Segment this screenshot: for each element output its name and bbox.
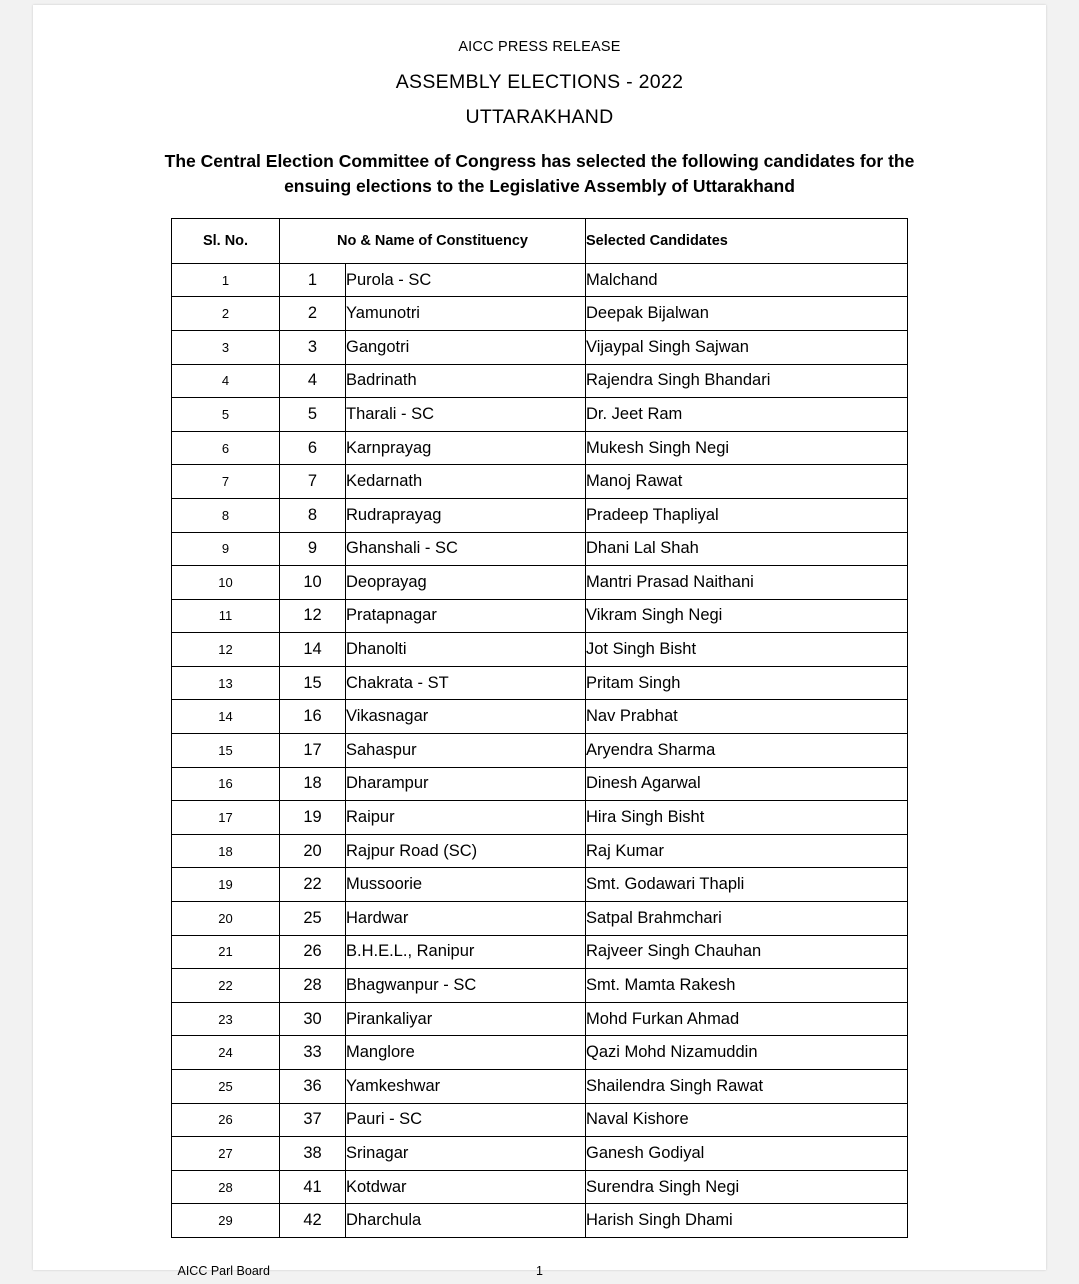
cell-sl-no: 7 [172,465,280,499]
table-row [172,633,908,667]
cell-candidate-name: Smt. Mamta Rakesh [586,969,908,1003]
cell-constituency-number: 18 [280,767,346,801]
cell-sl-no: 10 [172,566,280,600]
cell-sl-no: 1 [172,263,280,297]
document-title-election: ASSEMBLY ELECTIONS - 2022 [395,71,684,93]
cell-candidate-name: Satpal Brahmchari [586,902,908,936]
table-row [172,431,908,465]
column-header-candidates: Selected Candidates [586,218,908,263]
table-row [172,834,908,868]
cell-candidate-name: Harish Singh Dhami [586,1204,908,1238]
table-row [172,1002,908,1036]
cell-candidate-name: Smt. Godawari Thapli [586,868,908,902]
cell-constituency-name: Pauri - SC [346,1103,586,1137]
column-header-constituency: No & Name of Constituency [280,218,586,263]
cell-constituency-number: 42 [280,1204,346,1238]
table-row [172,734,908,768]
cell-candidate-name: Hira Singh Bisht [586,801,908,835]
candidates-table [171,218,908,1238]
cell-constituency-number: 15 [280,666,346,700]
table-row [172,1137,908,1171]
cell-candidate-name: Jot Singh Bisht [586,633,908,667]
cell-constituency-name: Bhagwanpur - SC [346,969,586,1003]
cell-constituency-number: 25 [280,902,346,936]
cell-constituency-name: Mussoorie [346,868,586,902]
cell-sl-no: 4 [172,364,280,398]
cell-constituency-number: 36 [280,1070,346,1104]
table-row [172,902,908,936]
cell-constituency-number: 16 [280,700,346,734]
cell-candidate-name: Manoj Rawat [586,465,908,499]
cell-constituency-number: 8 [280,498,346,532]
cell-sl-no: 15 [172,734,280,768]
cell-constituency-number: 30 [280,1002,346,1036]
cell-constituency-number: 37 [280,1103,346,1137]
cell-constituency-number: 1 [280,263,346,297]
cell-constituency-name: B.H.E.L., Ranipur [346,935,586,969]
cell-constituency-name: Vikasnagar [346,700,586,734]
cell-constituency-number: 9 [280,532,346,566]
cell-constituency-name: Tharali - SC [346,398,586,432]
table-row [172,566,908,600]
cell-sl-no: 9 [172,532,280,566]
cell-constituency-name: Badrinath [346,364,586,398]
table-row [172,263,908,297]
cell-sl-no: 8 [172,498,280,532]
table-row [172,666,908,700]
cell-constituency-name: Yamunotri [346,297,586,331]
cell-constituency-number: 4 [280,364,346,398]
footer-left-label: AICC Parl Board [177,1263,270,1278]
table-header [172,218,908,263]
table-row [172,767,908,801]
cell-constituency-number: 5 [280,398,346,432]
cell-constituency-name: Pirankaliyar [346,1002,586,1036]
cell-constituency-name: Rudraprayag [346,498,586,532]
cell-sl-no: 29 [172,1204,280,1238]
cell-constituency-name: Dharchula [346,1204,586,1238]
cell-sl-no: 3 [172,330,280,364]
cell-candidate-name: Mohd Furkan Ahmad [586,1002,908,1036]
cell-sl-no: 22 [172,969,280,1003]
cell-constituency-name: Chakrata - ST [346,666,586,700]
table-row [172,398,908,432]
cell-candidate-name: Pritam Singh [586,666,908,700]
cell-candidate-name: Dinesh Agarwal [586,767,908,801]
cell-candidate-name: Malchand [586,263,908,297]
cell-sl-no: 25 [172,1070,280,1104]
cell-constituency-name: Kotdwar [346,1170,586,1204]
cell-constituency-name: Dharampur [346,767,586,801]
cell-constituency-name: Raipur [346,801,586,835]
table-row [172,1103,908,1137]
cell-constituency-number: 3 [280,330,346,364]
table-row [172,599,908,633]
cell-constituency-name: Purola - SC [346,263,586,297]
document-body [33,5,1046,1284]
cell-candidate-name: Vikram Singh Negi [586,599,908,633]
cell-candidate-name: Dr. Jeet Ram [586,398,908,432]
table-body [172,263,908,1237]
cell-constituency-number: 28 [280,969,346,1003]
table-row [172,868,908,902]
table-row [172,1070,908,1104]
table-header-row [172,218,908,263]
cell-constituency-name: Yamkeshwar [346,1070,586,1104]
cell-constituency-number: 26 [280,935,346,969]
cell-sl-no: 21 [172,935,280,969]
cell-constituency-number: 41 [280,1170,346,1204]
cell-constituency-name: Sahaspur [346,734,586,768]
cell-sl-no: 28 [172,1170,280,1204]
cell-sl-no: 5 [172,398,280,432]
table-row [172,935,908,969]
cell-candidate-name: Qazi Mohd Nizamuddin [586,1036,908,1070]
cell-constituency-name: Pratapnagar [346,599,586,633]
cell-constituency-number: 17 [280,734,346,768]
table-row [172,1204,908,1238]
footer-page-number: 1 [536,1263,543,1278]
cell-candidate-name: Dhani Lal Shah [586,532,908,566]
cell-candidate-name: Aryendra Sharma [586,734,908,768]
cell-sl-no: 26 [172,1103,280,1137]
cell-constituency-name: Dhanolti [346,633,586,667]
cell-constituency-name: Hardwar [346,902,586,936]
cell-constituency-name: Ghanshali - SC [346,532,586,566]
cell-candidate-name: Nav Prabhat [586,700,908,734]
cell-candidate-name: Mantri Prasad Naithani [586,566,908,600]
table-row [172,801,908,835]
table-row [172,1170,908,1204]
cell-constituency-number: 6 [280,431,346,465]
cell-candidate-name: Ganesh Godiyal [586,1137,908,1171]
cell-constituency-number: 12 [280,599,346,633]
cell-constituency-number: 33 [280,1036,346,1070]
cell-sl-no: 16 [172,767,280,801]
press-release-label: AICC PRESS RELEASE [458,39,621,55]
table-row [172,969,908,1003]
cell-constituency-number: 19 [280,801,346,835]
cell-candidate-name: Naval Kishore [586,1103,908,1137]
document-footer [172,1264,908,1284]
table-row [172,1036,908,1070]
cell-sl-no: 20 [172,902,280,936]
cell-candidate-name: Rajveer Singh Chauhan [586,935,908,969]
table-row [172,465,908,499]
cell-constituency-number: 20 [280,834,346,868]
table-row [172,700,908,734]
cell-constituency-name: Srinagar [346,1137,586,1171]
cell-candidate-name: Deepak Bijalwan [586,297,908,331]
cell-candidate-name: Raj Kumar [586,834,908,868]
table-row [172,364,908,398]
cell-sl-no: 14 [172,700,280,734]
cell-sl-no: 24 [172,1036,280,1070]
cell-constituency-name: Kedarnath [346,465,586,499]
cell-candidate-name: Mukesh Singh Negi [586,431,908,465]
cell-sl-no: 27 [172,1137,280,1171]
table-row [172,498,908,532]
table-row [172,532,908,566]
cell-candidate-name: Rajendra Singh Bhandari [586,364,908,398]
cell-constituency-name: Gangotri [346,330,586,364]
document-page [33,5,1046,1278]
cell-constituency-number: 7 [280,465,346,499]
cell-sl-no: 19 [172,868,280,902]
cell-constituency-name: Manglore [346,1036,586,1070]
table-row [172,297,908,331]
cell-constituency-number: 22 [280,868,346,902]
cell-constituency-name: Karnprayag [346,431,586,465]
column-header-sl-no: Sl. No. [172,218,280,263]
cell-constituency-number: 2 [280,297,346,331]
cell-sl-no: 11 [172,599,280,633]
cell-constituency-number: 38 [280,1137,346,1171]
cell-sl-no: 13 [172,666,280,700]
cell-constituency-name: Rajpur Road (SC) [346,834,586,868]
cell-candidate-name: Vijaypal Singh Sajwan [586,330,908,364]
cell-sl-no: 23 [172,1002,280,1036]
cell-constituency-number: 14 [280,633,346,667]
cell-candidate-name: Shailendra Singh Rawat [586,1070,908,1104]
cell-sl-no: 17 [172,801,280,835]
cell-sl-no: 12 [172,633,280,667]
cell-sl-no: 2 [172,297,280,331]
cell-sl-no: 18 [172,834,280,868]
cell-sl-no: 6 [172,431,280,465]
cell-constituency-name: Deoprayag [346,566,586,600]
table-row [172,330,908,364]
cell-candidate-name: Surendra Singh Negi [586,1170,908,1204]
document-subtitle: The Central Election Committee of Congress has selected the following candidates for the ensuing elections to the Legislative Assembly of Uttarakhand [164,151,915,197]
document-title-state: UTTARAKHAND [465,106,614,128]
cell-candidate-name: Pradeep Thapliyal [586,498,908,532]
cell-constituency-number: 10 [280,566,346,600]
